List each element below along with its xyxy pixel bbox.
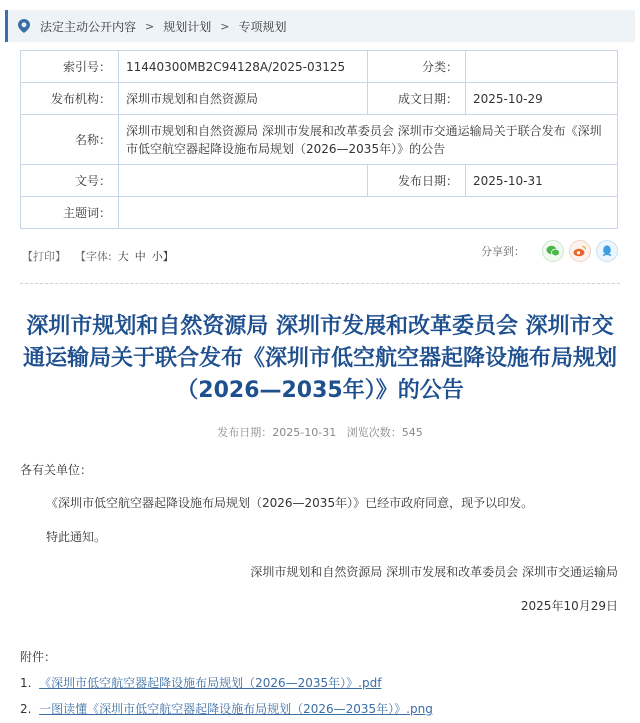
category-label: 分类： — [368, 51, 466, 83]
chevron-right-icon: > — [145, 19, 155, 33]
font-medium-link[interactable]: 中 — [134, 250, 146, 263]
attachment-item — [20, 700, 433, 717]
attachment-number: 1. — [20, 676, 32, 690]
pubdate-label: 发布日期： — [368, 165, 466, 197]
attachment-link-pdf[interactable]: 《深圳市低空航空器起降设施布局规划（2026—2035年）》.pdf — [39, 676, 382, 690]
org-value: 深圳市规划和自然资源局 — [119, 83, 368, 115]
qq-icon[interactable] — [596, 240, 618, 262]
category-value — [466, 51, 618, 83]
docno-label: 文号： — [21, 165, 119, 197]
metadata-table — [20, 50, 618, 229]
breadcrumb-item-plans[interactable]: 规划计划 — [163, 19, 212, 34]
wechat-icon[interactable] — [542, 240, 564, 262]
font-large-link[interactable]: 大 — [117, 250, 129, 263]
signers: 深圳市规划和自然资源局 深圳市发展和改革委员会 深圳市交通运输局 — [250, 565, 618, 579]
org-label: 发布机构： — [21, 83, 119, 115]
publish-info — [0, 424, 640, 440]
name-label: 名称： — [21, 115, 119, 165]
attachment-link-png[interactable]: 一图读懂《深圳市低空航空器起降设施布局规划（2026—2035年）》.png — [39, 702, 433, 716]
article-toolbar — [22, 247, 618, 265]
subject-value — [119, 197, 618, 229]
font-small-link[interactable]: 小】 — [151, 250, 174, 263]
subject-label: 主题词： — [21, 197, 119, 229]
attachment-item — [20, 674, 381, 691]
print-link[interactable]: 【打印】 — [22, 250, 66, 263]
index-value: 11440300MB2C94128A/2025-03125 — [119, 51, 368, 83]
location-pin-icon — [18, 19, 30, 33]
view-count: 浏览次数：545 — [346, 426, 423, 439]
written-date-label: 成文日期： — [368, 83, 466, 115]
attachments-heading: 附件： — [20, 650, 57, 664]
sign-date: 2025年10月29日 — [520, 599, 618, 613]
divider — [20, 283, 620, 284]
breadcrumb-item-special[interactable]: 专项规划 — [238, 19, 287, 34]
docno-value — [119, 165, 368, 197]
body-paragraph-1: 《深圳市低空航空器起降设施布局规划（2026—2035年）》已经市政府同意，现予以印发。 — [46, 496, 534, 510]
share-bar — [481, 240, 618, 262]
pubdate-value: 2025-10-31 — [466, 165, 618, 197]
body-paragraph-2: 特此通知。 — [46, 530, 107, 544]
chevron-right-icon: > — [220, 19, 230, 33]
share-label: 分享到： — [481, 245, 525, 258]
font-size-label: 【字体: — [75, 250, 112, 263]
weibo-icon[interactable] — [569, 240, 591, 262]
salutation: 各有关单位： — [20, 463, 93, 477]
name-value: 深圳市规划和自然资源局 深圳市发展和改革委员会 深圳市交通运输局关于联合发布《深圳市低空航空器起降设施布局规划（2026—2035年）》的公告 — [119, 115, 618, 165]
breadcrumb-item-legal[interactable]: 法定主动公开内容 — [40, 19, 137, 34]
article-title: 深圳市规划和自然资源局 深圳市发展和改革委员会 深圳市交通运输局关于联合发布《深圳市低空航空器起降设施布局规划（2026—2035年）》的公告 — [22, 314, 617, 403]
index-label: 索引号： — [21, 51, 119, 83]
written-date-value: 2025-10-29 — [466, 83, 618, 115]
breadcrumb — [5, 10, 635, 42]
attachment-number: 2. — [20, 702, 32, 716]
publish-date: 发布日期：2025-10-31 — [217, 426, 337, 439]
